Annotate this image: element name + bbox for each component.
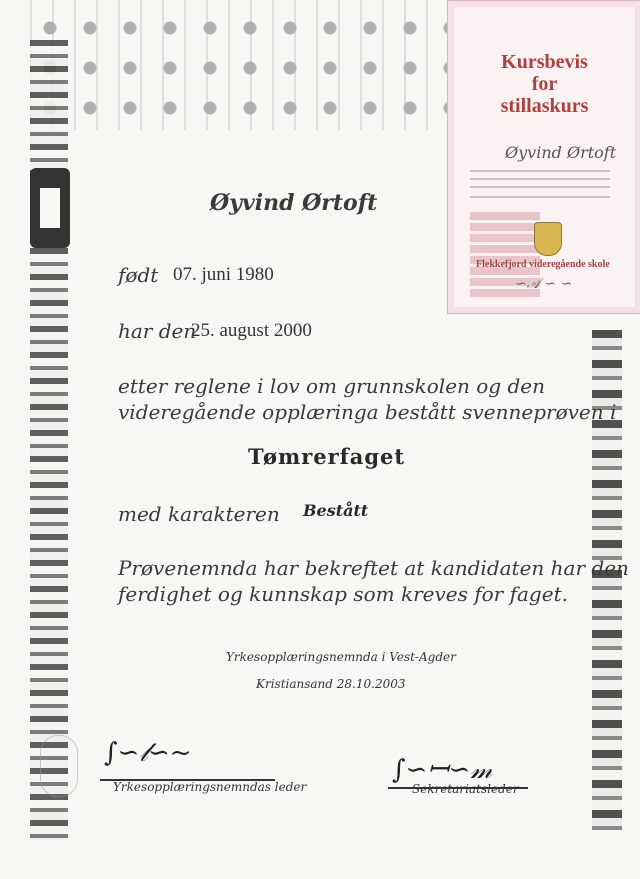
committee-name: Yrkesopplæringsnemnda i Vest-Agder: [226, 650, 456, 664]
has-label: har den: [118, 319, 197, 343]
body-line-2: videregående opplæringa bestått svenneprøven i: [118, 400, 617, 424]
right-signature-icon: ∫∽ꟷ∽𝓂: [392, 755, 493, 785]
card-title-1: Kursbevis: [501, 51, 588, 73]
card-school-name: Flekkefjord videregående skole: [476, 259, 610, 270]
grade-value: Bestått: [303, 501, 369, 520]
left-signature-icon: ∫∽𝓁∽~: [104, 738, 192, 768]
card-text-line: [470, 178, 610, 180]
seal-stamp-icon: [40, 735, 78, 797]
right-signature-label: Sekretariatsleder: [412, 782, 519, 796]
card-text-line: [470, 170, 610, 172]
card-name: Øyvind Ørtoft: [505, 143, 617, 162]
grade-label: med karakteren: [118, 502, 280, 526]
passed-date: 25. august 2000: [191, 320, 312, 341]
school-shield-icon: [534, 222, 562, 256]
card-signature-icon: ∽𝒜 ∽ ∽: [515, 276, 573, 292]
trade-title: Tømrerfaget: [248, 444, 406, 469]
card-title-2: for: [531, 73, 558, 95]
card-text-line: [470, 186, 610, 188]
place-and-date: Kristiansand 28.10.2003: [256, 677, 406, 691]
ornamental-top-border: [30, 0, 450, 130]
born-date: 07. juni 1980: [173, 264, 274, 285]
card-title-3: stillaskurs: [500, 95, 589, 117]
confirm-line-1: Prøvenemnda har bekreftet at kandidaten har den: [118, 556, 629, 580]
body-line-1: etter reglene i lov om grunnskolen og den: [118, 374, 546, 398]
born-label: født: [118, 263, 159, 287]
confirm-line-2: ferdighet og kunnskap som kreves for faget.: [118, 582, 568, 606]
candidate-name: Øyvind Ørtoft: [210, 190, 378, 216]
ornamental-left-border: [30, 40, 68, 840]
card-text-line: [470, 196, 610, 198]
hammer-emblem-icon: [30, 168, 70, 248]
left-signature-label: Yrkesopplæringsnemndas leder: [113, 780, 307, 794]
